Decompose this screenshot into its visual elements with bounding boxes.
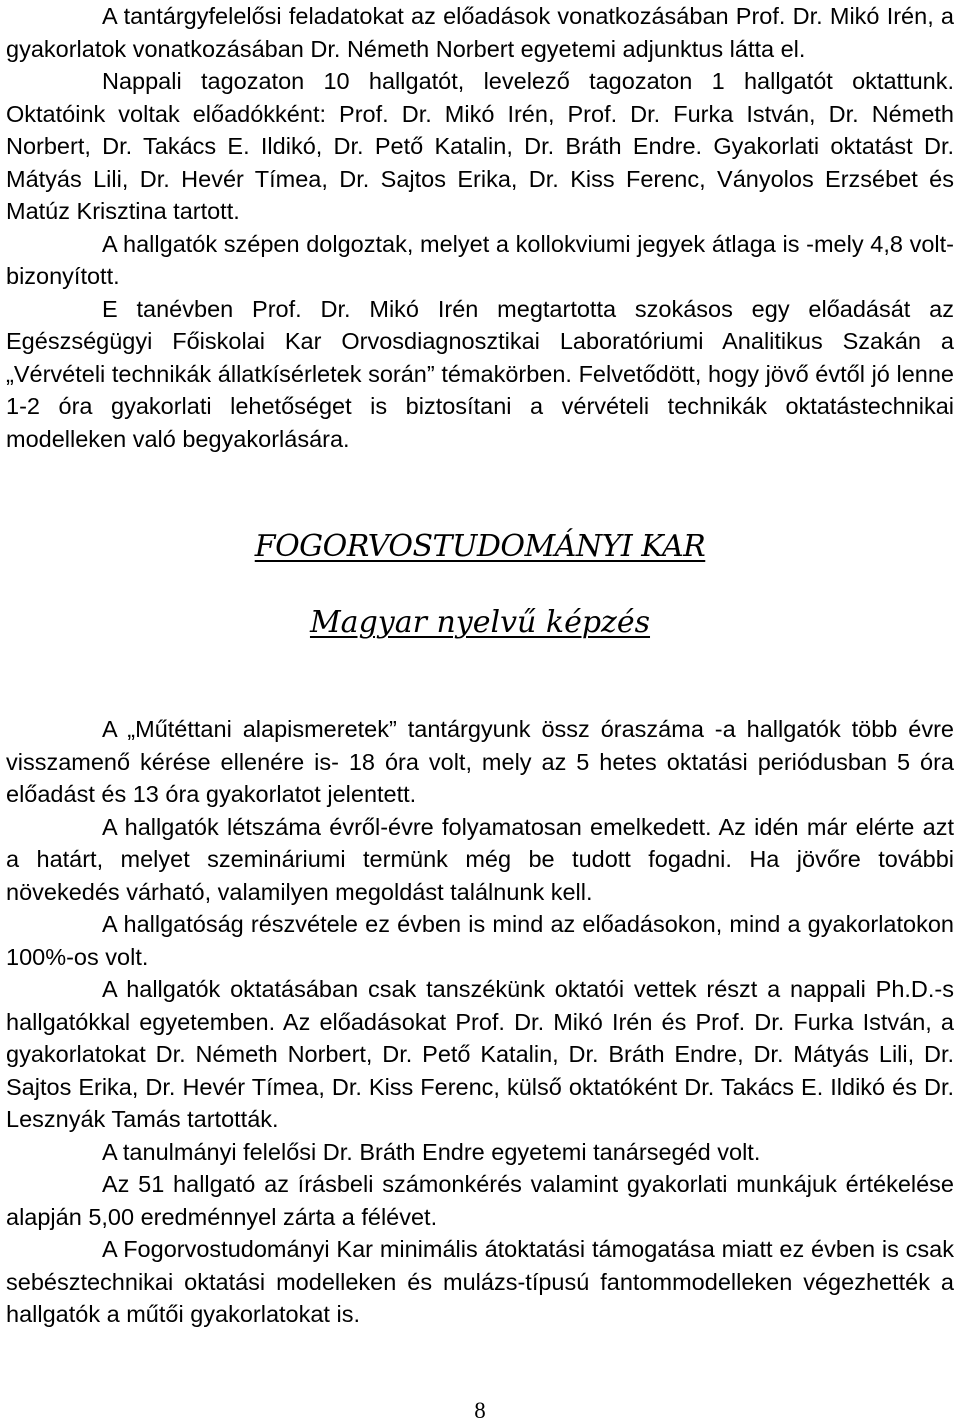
- program-heading: Magyar nyelvű képzés: [309, 605, 651, 640]
- paragraph-student-results: A hallgatók szépen dolgoztak, melyet a kollokviumi jegyek átlaga is -mely 4,8 volt- bizonyított.: [6, 230, 954, 289]
- faculty-heading: FOGORVOSTUDOMÁNYI KAR: [254, 529, 706, 564]
- paragraph-lecture: E tanévben Prof. Dr. Mikó Irén megtartotta szokásos egy előadását az Egészségügyi Főiskolai Kar Orvosdiagnosztikai Laboratóriumi Analitikus Szakán a „Vérvételi technikák állatkísérletek során” témakörben. Felvetődött, hogy jövő évtől jó lenne 1-2 óra gyakorlati lehetőséget is biztosítani a vérvételi technikák oktatástechnikai modelleken való begyakorlására.: [6, 295, 954, 452]
- document-page: [6, 0, 954, 1331]
- paragraph-study-officer: A tanulmányi felelősi Dr. Bráth Endre egyetemi tanársegéd volt.: [102, 1138, 761, 1165]
- paragraph-instructors: A hallgatók oktatásában csak tanszékünk oktatói vettek részt a nappali Ph.D.-s hallgatókkal egyetemben. Az előadásokat Prof. Dr. Mikó Irén és Prof. Dr. Furka István, a gyakorlatokat Dr. Németh Norbert, Dr. Pető Katalin, Dr. Bráth Endre, Dr. Mátyás Lili, Dr. Sajtos Erika, Dr. Hevér Tímea, Dr. Kiss Ferenc, külső oktatóként Dr. Takács E. Ildikó és Dr. Lesznyák Tamás tartották.: [6, 976, 954, 1132]
- paragraph-course-hours: A „Műtéttani alapismeretek” tantárgyunk össz óraszáma -a hallgatók több évre visszamenő kérése ellenére is- 18 óra volt, mely az 5 hetes oktatási periódusban 5 óra előadást és 13 óra gyakorlatot jelentett.: [6, 716, 954, 807]
- bottom-section: [6, 713, 954, 1331]
- paragraph-grades: Az 51 hallgató az írásbeli számonkérés valamint gyakorlati munkájuk értékelése alapján 5,00 eredménnyel zárta a félévet.: [6, 1171, 954, 1230]
- spacer: [6, 567, 954, 603]
- spacer: [6, 643, 954, 713]
- paragraph-responsibilities: A tantárgyfelelősi feladatokat az előadások vonatkozásában Prof. Dr. Mikó Irén, a gyakorlatok vonatkozásában Dr. Németh Norbert egyetemi adjunktus látta el.: [6, 3, 954, 62]
- paragraph-teaching-staff: Nappali tagozaton 10 hallgatót, levelező tagozaton 1 hallgatót oktattunk. Oktatóink voltak előadókként: Prof. Dr. Mikó Irén, Prof. Dr. Furka István, Dr. Németh Norbert, Dr. Takács E. Ildikó, Dr. Pető Katalin, Dr. Bráth Endre. Gyakorlati oktatást Dr. Mátyás Lili, Dr. Hevér Tímea, Dr. Sajtos Erika, Dr. Kiss Ferenc, Ványolos Erzsébet és Matúz Krisztina tartott.: [6, 68, 954, 224]
- page-number: 8: [474, 1398, 486, 1423]
- paragraph-models: A Fogorvostudományi Kar minimális átoktatási támogatása miatt ez évben is csak sebésztechnikai oktatási modelleken és mulázs-típusú fantommodelleken végezhették a hallgatók a műtői gyakorlatokat is.: [6, 1236, 954, 1327]
- spacer: [6, 455, 954, 527]
- paragraph-attendance: A hallgatóság részvétele ez évben is mind az előadásokon, mind a gyakorlatokon 100%-os volt.: [6, 911, 954, 970]
- top-section: [6, 0, 954, 455]
- paragraph-student-count: A hallgatók létszáma évről-évre folyamatosan emelkedett. Az idén már elérte azt a határt, melyet szemináriumi termünk még be tudott fogadni. Ha jövőre további növekedés várható, valamilyen megoldást találnunk kell.: [6, 813, 954, 905]
